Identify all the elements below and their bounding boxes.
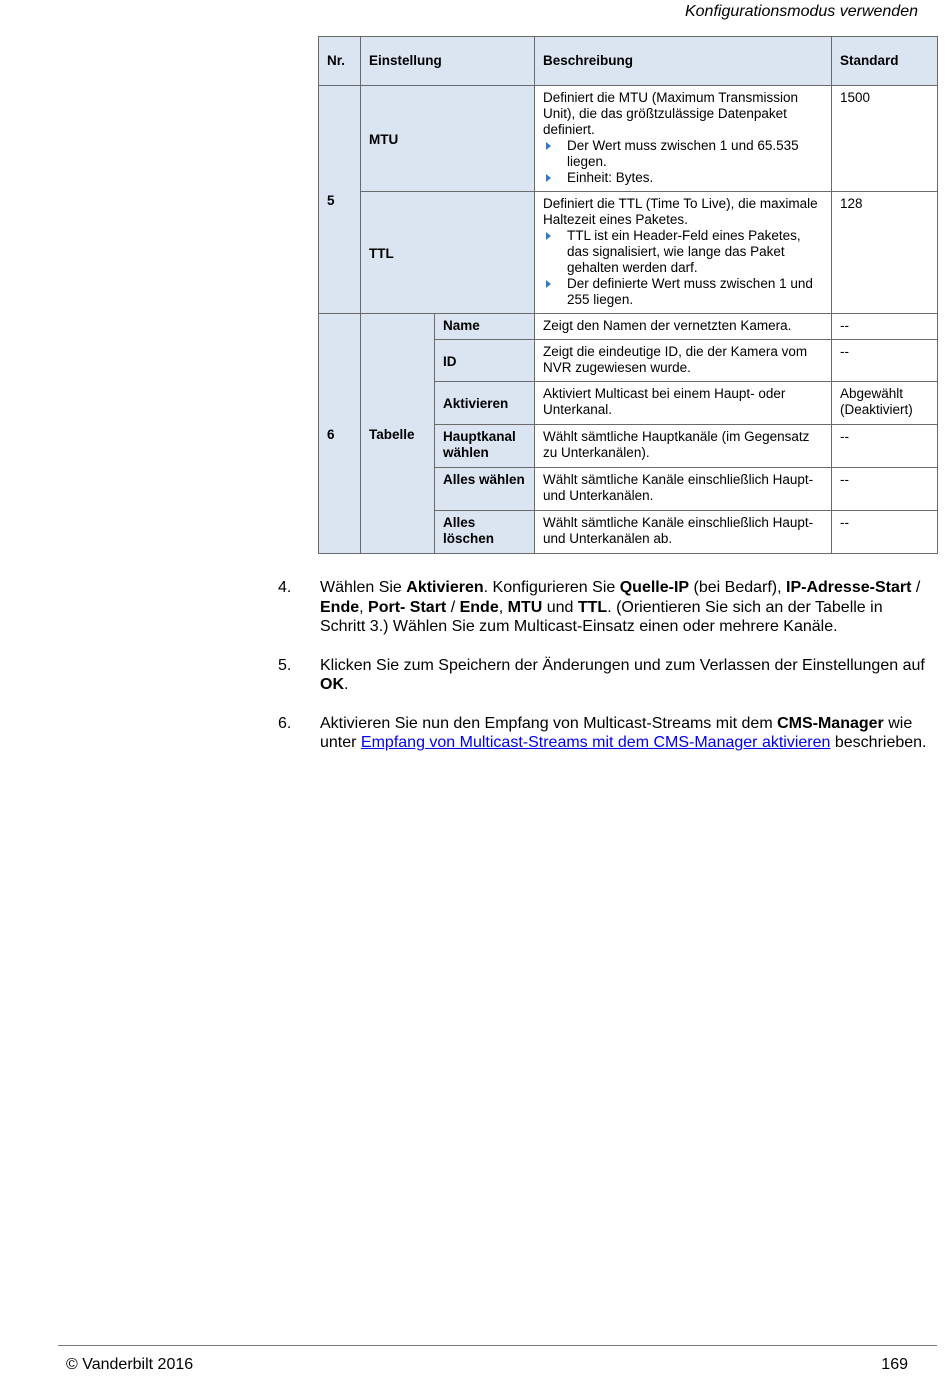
row-nr: 5 [319,86,361,314]
default-value: -- [832,425,938,468]
list-item: TTL ist ein Header-Feld eines Paketes, das signalisiert, wie lange das Paket gehalten werden darf. [543,228,825,276]
setting-description [535,86,832,192]
default-value: -- [832,340,938,382]
table-row [319,192,938,314]
list-item: Einheit: Bytes. [543,170,825,186]
settings-table [318,36,938,554]
sub-setting-name: Name [435,314,535,340]
ui-term: Ende [320,598,360,616]
setting-description [535,192,832,314]
bullet-list [543,228,825,308]
table-row [319,314,938,340]
ui-term: CMS-Manager [777,714,884,732]
ui-term: Ende [459,598,499,616]
running-header: Konfigurationsmodus verwenden [684,3,918,20]
bullet-triangle-icon [546,232,551,240]
col-header-nr: Nr. [319,37,361,86]
ui-term: OK [320,676,344,693]
step-list [278,578,928,772]
sub-setting-name: Alles wählen [435,468,535,511]
footer-divider [58,1345,937,1346]
page-number: 169 [881,1356,908,1373]
sub-setting-name: Aktivieren [435,382,535,425]
step-item: 5. Klicken Sie zum Speichern der Änderungen und zum Verlassen der Einstellungen auf OK. [278,656,925,693]
list-item: Der Wert muss zwischen 1 und 65.535 liegen. [543,138,825,170]
bullet-triangle-icon [546,142,551,150]
ui-term: Aktivieren [406,579,484,596]
step-number: 6. [278,714,292,732]
description-text: Definiert die TTL (Time To Live), die maximale Haltezeit eines Paketes. [543,196,818,227]
description-text: Definiert die MTU (Maximum Transmission Unit), die das größtzulässige Datenpaket definiert. [543,90,799,137]
col-header-standard: Standard [832,37,938,86]
setting-description: Wählt sämtliche Hauptkanäle (im Gegensatz zu Unterkanälen). [535,425,832,468]
ui-term: Quelle-IP [619,579,690,596]
cross-reference-link[interactable]: Empfang von Multicast-Streams mit dem CMS-Manager aktivieren [360,734,831,751]
bullet-list [543,138,825,186]
ui-term: Port- Start [368,598,447,616]
default-value: -- [832,511,938,554]
footer-copyright: © Vanderbilt 2016 [66,1356,194,1373]
row-nr: 6 [319,314,361,554]
ui-term: TTL [577,598,608,616]
table-header-row [319,37,938,86]
sub-setting-name: ID [435,340,535,382]
setting-description: Wählt sämtliche Kanäle einschließlich Haupt- und Unterkanälen ab. [535,511,832,554]
sub-setting-name: Hauptkanal wählen [435,425,535,468]
setting-description: Wählt sämtliche Kanäle einschließlich Haupt- und Unterkanälen. [535,468,832,511]
col-header-einstellung: Einstellung [361,37,535,86]
ui-term: IP-Adresse-Start [786,579,912,596]
default-value: -- [832,314,938,340]
step-item: 4. Wählen Sie Aktivieren. Konfigurieren Sie Quelle-IP (bei Bedarf), IP-Adresse-Start / Ende, Port- Start / Ende, MTU und TTL. (Orientieren Sie sich an der Tabelle in Schritt 3.) Wählen Sie zum Multicast-Einsatz einen oder mehrere Kanäle. [278,579,921,635]
setting-description: Aktiviert Multicast bei einem Haupt- oder Unterkanal. [535,382,832,425]
bullet-triangle-icon [546,280,551,288]
default-value: 128 [832,192,938,314]
step-number: 5. [278,656,292,674]
sub-setting-name: Alles löschen [435,511,535,554]
default-value: Abgewählt (Deaktiviert) [832,382,938,425]
bullet-triangle-icon [546,174,551,182]
step-item: 6. Aktivieren Sie nun den Empfang von Multicast-Streams mit dem CMS-Manager wie unter Empfang von Multicast-Streams mit dem CMS-Manager aktivieren beschrieben. [278,714,927,751]
setting-name: TTL [361,192,535,314]
setting-name: MTU [361,86,535,192]
setting-description: Zeigt den Namen der vernetzten Kamera. [535,314,832,340]
default-value: -- [832,468,938,511]
step-number: 4. [278,579,292,596]
list-item: Der definierte Wert muss zwischen 1 und 255 liegen. [543,276,825,308]
default-value: 1500 [832,86,938,192]
table-row [319,86,938,192]
setting-name: Tabelle [361,314,435,554]
setting-description: Zeigt die eindeutige ID, die der Kamera vom NVR zugewiesen wurde. [535,340,832,382]
ui-term: MTU [507,598,543,616]
col-header-beschreibung: Beschreibung [535,37,832,86]
